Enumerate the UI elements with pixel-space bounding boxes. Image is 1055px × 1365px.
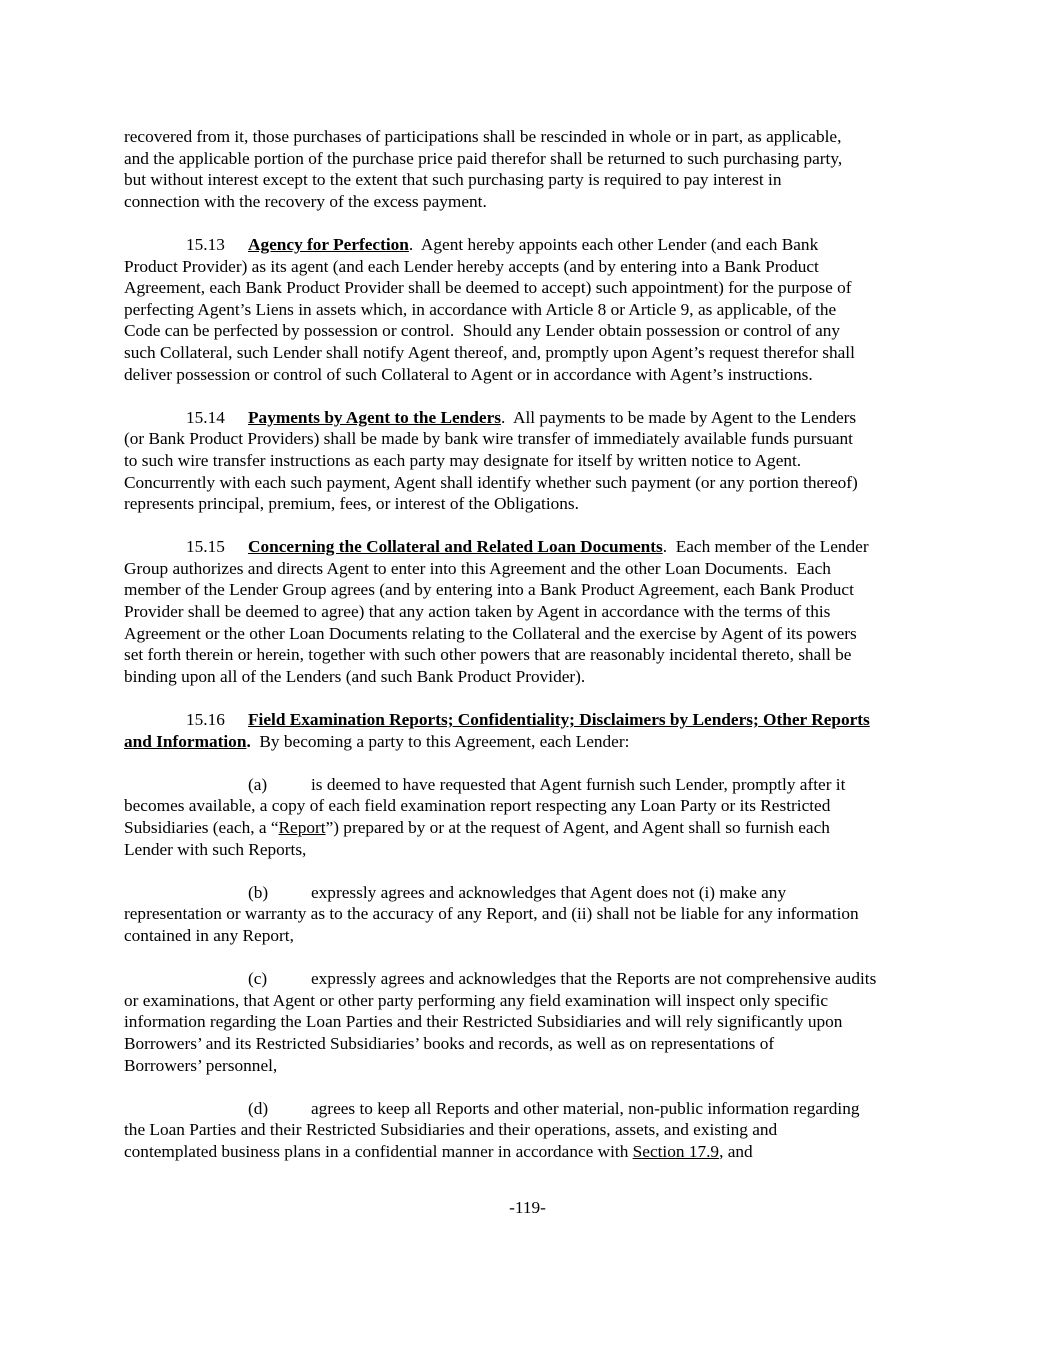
section-heading: Concerning the Collateral and Related Loan Documents [248,537,663,557]
text: member of the Lender Group agrees (and by entering into a Bank Product Agreement, each Bank Product [124,580,854,600]
text: Concurrently with each such payment, Agent shall identify whether such payment (or any portion thereof) [124,472,858,492]
text: . Each member of the Lender [662,537,869,557]
paragraph [124,126,936,212]
text-line [124,709,936,731]
paragraph-spacer [124,860,936,882]
text: Group authorizes and directs Agent to enter into this Agreement and the other Loan Documents. Each [124,558,831,578]
text: Provider shall be deemed to agree) that any action taken by Agent in accordance with the terms of this [124,602,831,622]
text: . All payments to be made by Agent to the Lenders [500,407,857,427]
text: represents principal, premium, fees, or interest of the Obligations. [124,494,579,514]
text: expressly agrees and acknowledges that the Reports are not comprehensive audits [311,969,877,989]
section-heading: Payments by Agent to the Lenders [248,407,501,427]
text: Lender with such Reports, [124,839,307,859]
clause-label: (c) [248,969,268,989]
text: such Collateral, such Lender shall notify Agent thereof, and, promptly upon Agent’s request therefor shall [124,342,855,362]
text: . Agent hereby appoints each other Lender (and each Bank [408,234,819,254]
text-line [124,731,936,753]
page-number: -119- [509,1198,546,1217]
text: but without interest except to the extent that such purchasing party is required to pay interest in [124,170,782,190]
paragraph-spacer [124,687,936,709]
section-number: 15.13 [186,234,225,254]
section-number: 15.15 [186,537,225,557]
text-line [124,1141,936,1163]
text-line [124,817,936,839]
text: (or Bank Product Providers) shall be made by bank wire transfer of immediately available funds pursuant [124,429,853,449]
text: By becoming a party to this Agreement, each Lender: [250,731,630,751]
text-line [124,407,936,429]
text: expressly agrees and acknowledges that Agent does not (i) make any [311,882,787,902]
text: Subsidiaries (each, a “ [124,818,279,837]
clause-label: (b) [248,882,269,902]
text: Product Provider) as its agent (and each Lender hereby accepts (and by entering into a Bank Product [124,256,819,276]
section-heading: and Information [124,731,247,751]
text-line [124,1011,936,1033]
text: , and [719,1141,753,1161]
text-line [124,493,936,515]
paragraph-spacer [124,1076,936,1098]
text: to such wire transfer instructions as each party may designate for itself by written notice to Agent. [124,450,802,470]
text-line [124,925,936,947]
text-line [124,1119,936,1141]
text-line [124,1098,936,1120]
text: Code can be perfected by possession or control. Should any Lender obtain possession or control of any [124,321,841,341]
text-line [124,990,936,1012]
text-line [124,428,936,450]
text-line [124,623,936,645]
text: information regarding the Loan Parties and their Restricted Subsidiaries and will rely significantly upon [124,1012,843,1032]
document-body [124,126,936,1163]
clause-c [124,968,936,1076]
text: Agreement, each Bank Product Provider shall be deemed to accept) such appointment) for the purpose of [124,278,852,298]
text-line [124,472,936,494]
text-line [124,795,936,817]
text-line [124,968,936,990]
text-line [124,536,936,558]
section-15-16 [124,709,936,752]
defined-term-or-reference: Report [278,818,326,837]
text-line [124,364,936,386]
text: is deemed to have requested that Agent furnish such Lender, promptly after it [311,774,846,794]
paragraph-spacer [124,752,936,774]
text: agrees to keep all Reports and other material, non-public information regarding [311,1098,860,1118]
text-line [124,299,936,321]
text-line [124,666,936,688]
text: connection with the recovery of the excess payment. [124,191,487,211]
text: perfecting Agent’s Liens in assets which, in accordance with Article 8 or Article 9, as applicable, of the [124,299,837,319]
text: set forth therein or herein, together with such other powers that are reasonably incidental thereto, shall be [124,645,852,665]
text-line [124,256,936,278]
text: recovered from it, those purchases of participations shall be rescinded in whole or in part, as applicable, [124,127,842,146]
section-15-15 [124,536,936,687]
text: contemplated business plans in a confidential manner in accordance with [124,1141,633,1161]
text-line [124,234,936,256]
text: becomes available, a copy of each field examination report respecting any Loan Party or its Restricted [124,796,831,816]
text-line [124,169,936,191]
text-line [124,839,936,861]
section-15-14 [124,407,936,515]
section-number: 15.14 [186,407,225,427]
text-line [124,558,936,580]
defined-term-or-reference: Section 17.9 [632,1141,720,1161]
text: deliver possession or control of such Collateral to Agent or in accordance with Agent’s instructions. [124,364,813,384]
text-line [124,191,936,213]
text: and the applicable portion of the purchase price paid therefor shall be returned to such purchasing party, [124,148,843,168]
text-line [124,644,936,666]
paragraph-spacer [124,515,936,537]
text: binding upon all of the Lenders (and such Bank Product Provider). [124,666,586,686]
text-line [124,903,936,925]
text: contained in any Report, [124,925,294,945]
text: . [246,731,251,751]
text-line [124,148,936,170]
clause-label: (a) [248,774,268,794]
text: ”) prepared by or at the request of Agent, and Agent shall so furnish each [325,818,830,837]
section-heading: Agency for Perfection [248,234,409,254]
section-heading: Field Examination Reports; Confidentiality; Disclaimers by Lenders; Other Reports [248,710,870,730]
text: Agreement or the other Loan Documents relating to the Collateral and the exercise by Agent of its powers [124,623,857,643]
paragraph-spacer [124,385,936,407]
text-line [124,277,936,299]
clause-d [124,1098,936,1163]
text: or examinations, that Agent or other party performing any field examination will inspect only specific [124,990,829,1010]
text: Borrowers’ personnel, [124,1055,278,1075]
clause-label: (d) [248,1098,269,1118]
text-line [124,320,936,342]
text: the Loan Parties and their Restricted Subsidiaries and their operations, assets, and existing and [124,1120,778,1140]
text-line [124,579,936,601]
section-15-13 [124,234,936,385]
text-line [124,601,936,623]
clause-b [124,882,936,947]
text-line [124,774,936,796]
text-line [124,450,936,472]
section-number: 15.16 [186,710,225,730]
text-line [124,1055,936,1077]
text: representation or warranty as to the accuracy of any Report, and (ii) shall not be liable for any information [124,904,859,924]
paragraph-spacer [124,212,936,234]
text-line [124,1033,936,1055]
text-line [124,882,936,904]
clause-a [124,774,936,860]
paragraph-spacer [124,947,936,969]
text-line [124,342,936,364]
text: Borrowers’ and its Restricted Subsidiaries’ books and records, as well as on representations of [124,1033,775,1053]
text-line [124,126,936,148]
